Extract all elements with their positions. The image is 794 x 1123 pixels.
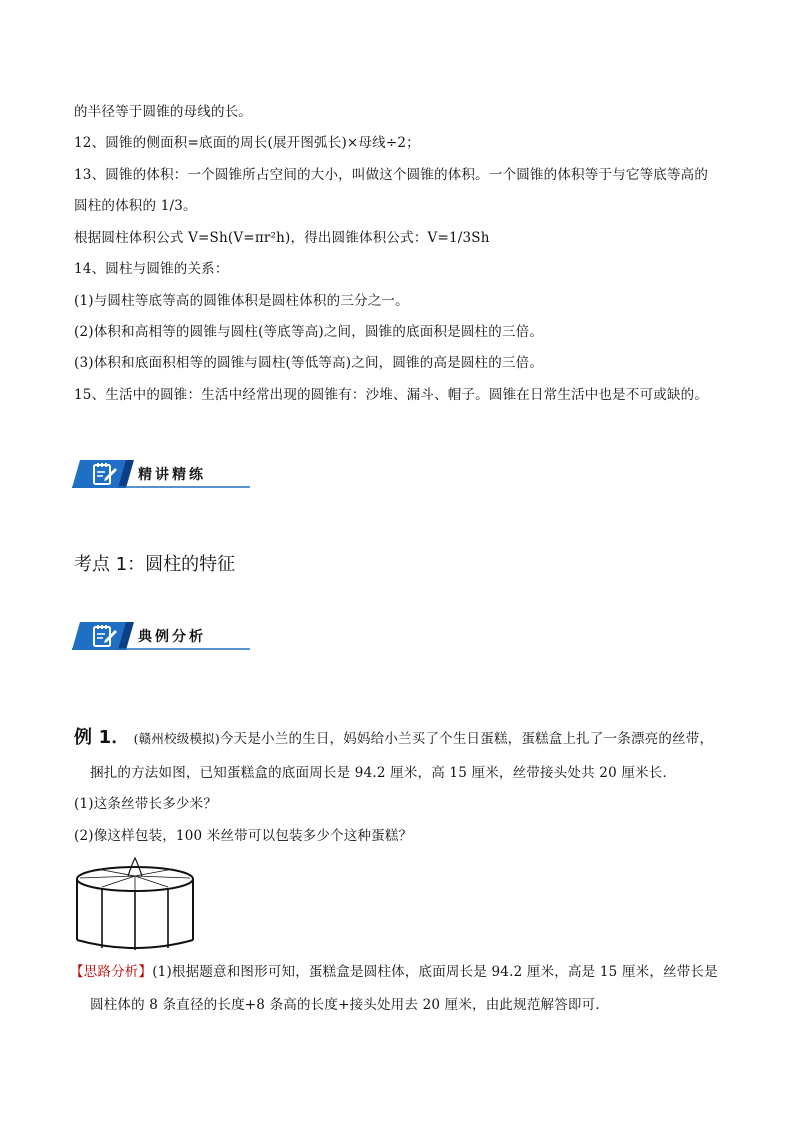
section-heading: 考点 1：圆柱的特征 bbox=[74, 554, 236, 575]
banner-title: 典例分析 bbox=[138, 629, 206, 645]
text-line: 的半径等于圆锥的母线的长。 bbox=[74, 104, 253, 120]
text-line: 15、生活中的圆锥：生活中经常出现的圆锥有：沙堆、漏斗、帽子。圆锥在日常生活中也是不可或缺的。 bbox=[74, 387, 709, 403]
analysis-text: (1)根据题意和图形可知，蛋糕盒是圆柱体，底面周长是 94.2 厘米，高是 15 厘米，丝带长是 bbox=[152, 964, 718, 980]
text-line: 12、圆锥的侧面积=底面的周长(展开图弧长)×母线÷2； bbox=[74, 135, 420, 151]
example-text-line: 捆扎的方法如图，已知蛋糕盒的底面周长是 94.2 厘米，高 15 厘米，丝带接头处共 20 厘米长． bbox=[90, 765, 677, 781]
analysis-first-line bbox=[70, 962, 718, 982]
text-line: 根据圆柱体积公式 V=Sh(V=πr²h)，得出圆锥体积公式：V=1/3Sh bbox=[74, 230, 490, 246]
text-line: (3)体积和底面积相等的圆锥与圆柱(等低等高)之间，圆锥的高是圆柱的三倍。 bbox=[74, 355, 544, 371]
text-line: 圆柱的体积的 1/3。 bbox=[74, 198, 197, 214]
analysis-text-line: 圆柱体的 8 条直径的长度+8 条高的长度+接头处用去 20 厘米，由此规范解答即可． bbox=[90, 997, 610, 1013]
notepad-pencil-icon bbox=[90, 623, 118, 649]
example-text: 今天是小兰的生日，妈妈给小兰买了个生日蛋糕，蛋糕盒上扎了一条漂亮的丝带， bbox=[219, 731, 714, 747]
banner-title: 精讲精练 bbox=[138, 467, 206, 483]
example-source: (赣州校级模拟) bbox=[133, 731, 220, 746]
section-banner-practice bbox=[72, 458, 256, 492]
text-line: (2)体积和高相等的圆锥与圆柱(等底等高)之间，圆锥的底面积是圆柱的三倍。 bbox=[74, 324, 544, 340]
question-2: (2)像这样包装，100 米丝带可以包装多少个这种蛋糕？ bbox=[74, 828, 413, 844]
notepad-pencil-icon bbox=[90, 461, 118, 487]
cake-box-figure bbox=[72, 856, 198, 952]
section-banner-example bbox=[72, 620, 256, 654]
text-line: 14、圆柱与圆锥的关系： bbox=[74, 261, 229, 277]
text-line: (1)与圆柱等底等高的圆锥体积是圆柱体积的三分之一。 bbox=[74, 293, 409, 309]
example-label: 例 1． bbox=[74, 727, 130, 748]
text-line: 13、圆锥的体积：一个圆锥所占空间的大小，叫做这个圆锥的体积。一个圆锥的体积等于与它等底等高的 bbox=[74, 167, 709, 183]
analysis-label: 【思路分析】 bbox=[70, 964, 153, 980]
question-1: (1)这条丝带长多少米？ bbox=[74, 796, 218, 812]
example-first-line bbox=[74, 727, 713, 750]
